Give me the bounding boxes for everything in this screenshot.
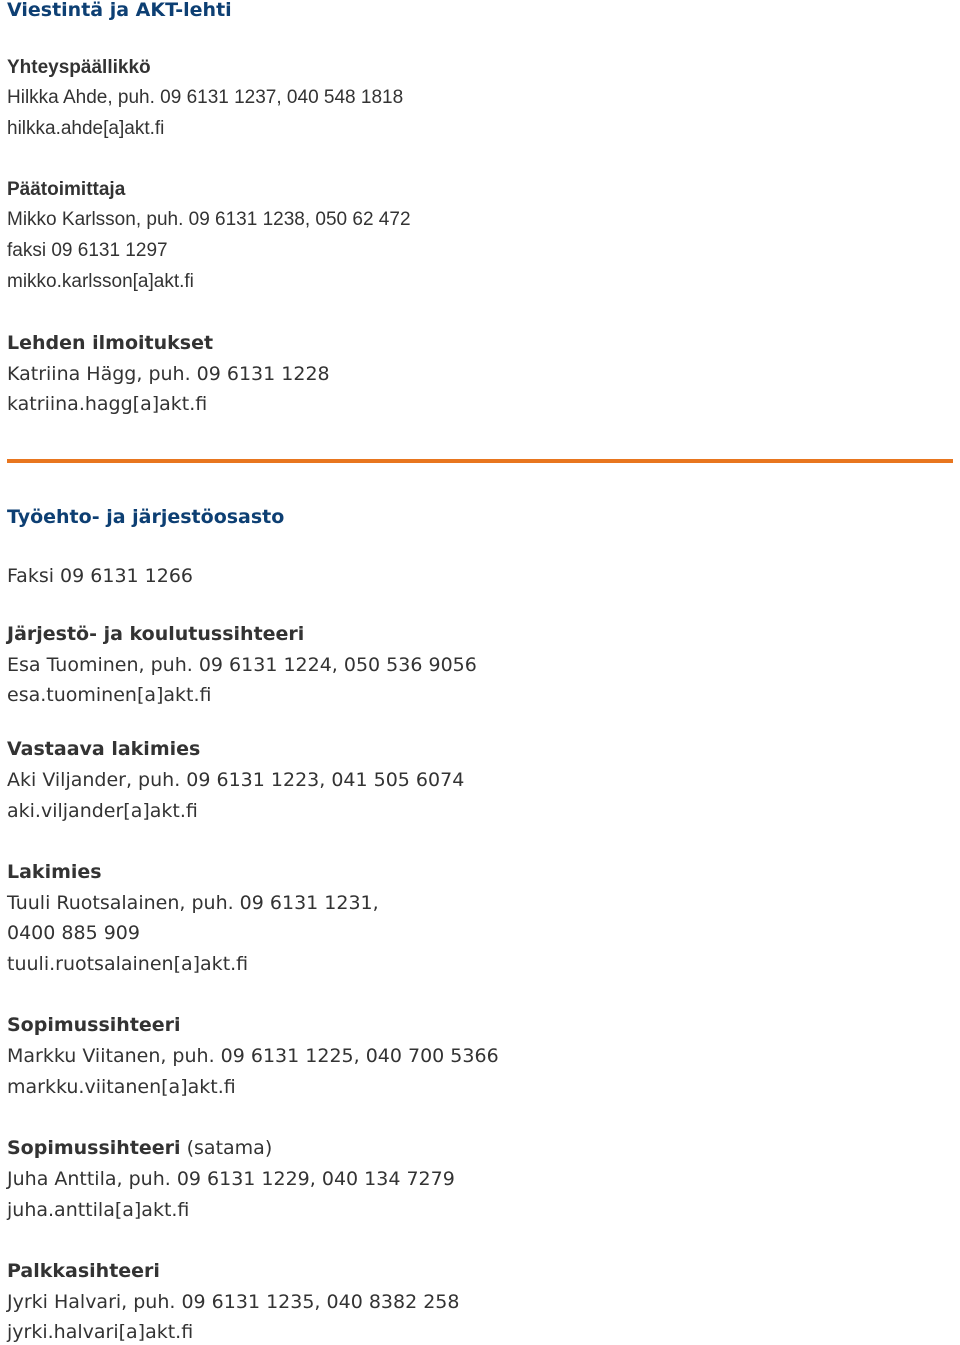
role-lakimies: Lakimies (7, 861, 102, 883)
email-ahde[interactable]: hilkka.ahde[a]akt.fi (7, 118, 165, 139)
role-sopimussihteeri-satama-label: Sopimussihteeri (7, 1137, 181, 1159)
role-palkkasihteeri: Palkkasihteeri (7, 1260, 160, 1282)
role-lehden-ilmoitukset: Lehden ilmoitukset (7, 332, 214, 354)
email-ruotsalainen[interactable]: tuuli.ruotsalainen[a]akt.fi (7, 953, 249, 975)
email-anttila[interactable]: juha.anttila[a]akt.fi (7, 1199, 190, 1221)
contact-line-ruotsalainen: Tuuli Ruotsalainen, puh. 09 6131 1231, (7, 892, 379, 914)
contact-line-viljander: Aki Viljander, puh. 09 6131 1223, 041 505 6074 (7, 769, 465, 791)
role-sopimussihteeri-satama (7, 1136, 272, 1160)
contact-line-hagg: Katriina Hägg, puh. 09 6131 1228 (7, 363, 330, 385)
contact-line-tuominen: Esa Tuominen, puh. 09 6131 1224, 050 536 9056 (7, 654, 477, 676)
phone-line-ruotsalainen: 0400 885 909 (7, 922, 140, 944)
contact-line-anttila: Juha Anttila, puh. 09 6131 1229, 040 134 7279 (7, 1168, 455, 1190)
section-title-tyoehto: Työehto- ja järjestöosasto (7, 506, 285, 528)
section-title-viestinta: Viestintä ja AKT-lehti (7, 0, 232, 21)
email-halvari[interactable]: jyrki.halvari[a]akt.fi (7, 1321, 194, 1343)
role-koulutussihteeri: Järjestö- ja koulutussihteeri (7, 623, 305, 645)
contact-line-halvari: Jyrki Halvari, puh. 09 6131 1235, 040 8382 258 (7, 1291, 460, 1313)
role-note-satama: (satama) (180, 1137, 273, 1159)
contact-line-ahde: Hilkka Ahde, puh. 09 6131 1237, 040 548 1818 (7, 87, 404, 108)
email-karlsson[interactable]: mikko.karlsson[a]akt.fi (7, 271, 194, 292)
role-paatoimittaja: Päätoimittaja (7, 179, 126, 200)
role-sopimussihteeri: Sopimussihteeri (7, 1014, 181, 1036)
contact-line-karlsson: Mikko Karlsson, puh. 09 6131 1238, 050 62 472 (7, 209, 411, 230)
email-hagg[interactable]: katriina.hagg[a]akt.fi (7, 393, 208, 415)
role-yhteyspaallikko: Yhteyspäällikkö (7, 57, 151, 78)
contact-line-viitanen: Markku Viitanen, puh. 09 6131 1225, 040 700 5366 (7, 1045, 499, 1067)
fax-line-karlsson: faksi 09 6131 1297 (7, 240, 168, 261)
email-tuominen[interactable]: esa.tuominen[a]akt.fi (7, 684, 212, 706)
role-vastaava-lakimies: Vastaava lakimies (7, 738, 201, 760)
email-viljander[interactable]: aki.viljander[a]akt.fi (7, 800, 198, 822)
section-divider (7, 459, 953, 463)
email-viitanen[interactable]: markku.viitanen[a]akt.fi (7, 1076, 236, 1098)
department-fax: Faksi 09 6131 1266 (7, 565, 194, 587)
